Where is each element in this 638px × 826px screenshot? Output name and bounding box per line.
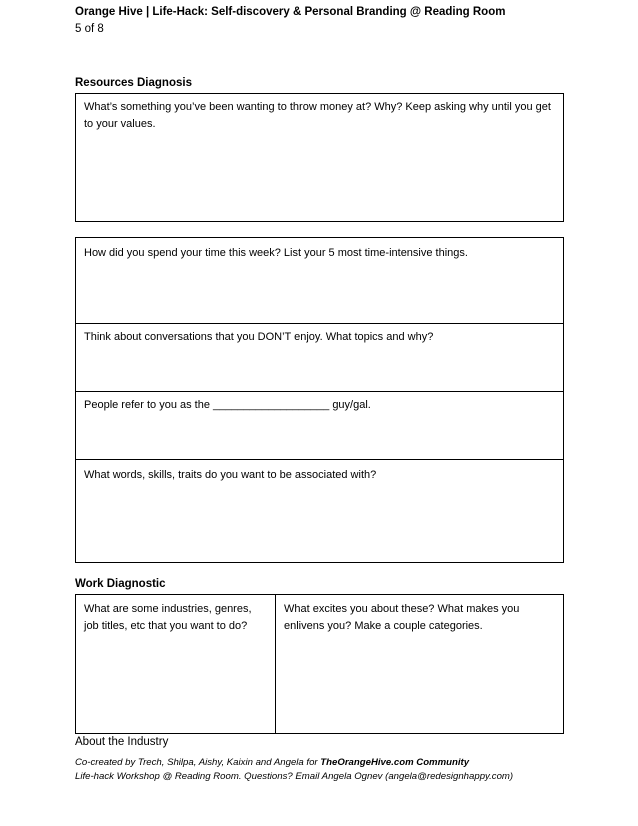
excites-prompt: What excites you about these? What makes you enlivens you? Make a couple categories. [284, 603, 520, 632]
about-industry-label: About the Industry [75, 736, 169, 748]
money-values-prompt: What’s something you’ve been wanting to throw money at? Why? Keep asking why until you get to your values. [84, 101, 551, 130]
work-table [75, 594, 564, 734]
resources-table [75, 237, 564, 563]
resources-diagnosis-heading: Resources Diagnosis [75, 77, 192, 89]
page-number: 5 of 8 [75, 23, 104, 35]
time-spent-prompt: How did you spend your time this week? List your 5 most time-intensive things. [84, 247, 468, 259]
industries-prompt: What are some industries, genres, job titles, etc that you want to do? [84, 603, 252, 632]
associated-words-prompt: What words, skills, traits do you want to be associated with? [84, 469, 377, 481]
work-diagnostic-heading: Work Diagnostic [75, 578, 166, 590]
row-divider [76, 323, 563, 324]
conversations-prompt: Think about conversations that you DON’T enjoy. What topics and why? [84, 331, 434, 343]
footer-brand: TheOrangeHive.com Community [320, 757, 470, 768]
money-values-box[interactable] [75, 93, 564, 222]
footer-contact: Life-hack Workshop @ Reading Room. Questions? Email Angela Ognev (angela@redesignhappy.com) [75, 771, 514, 782]
refer-to-you-prompt: People refer to you as the ___________________ guy/gal. [84, 399, 371, 411]
document-title: Orange Hive | Life-Hack: Self-discovery & Personal Branding @ Reading Room [75, 6, 506, 18]
footer-credits [75, 757, 469, 768]
footer-credits-text: Co-created by Trech, Shilpa, Aishy, Kaixin and Angela for [75, 757, 321, 768]
row-divider [76, 459, 563, 460]
row-divider [76, 391, 563, 392]
